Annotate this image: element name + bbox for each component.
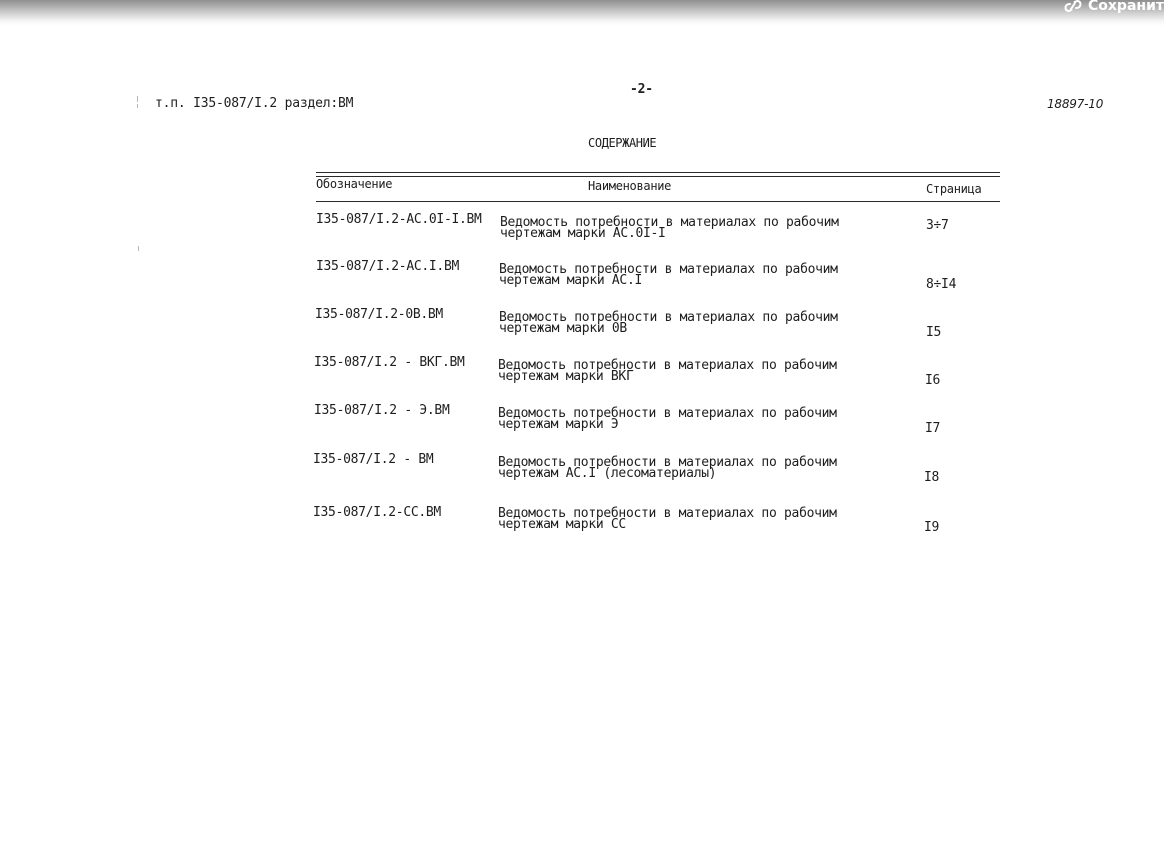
row-name bbox=[498, 360, 837, 382]
viewer-top-bar bbox=[0, 0, 1164, 26]
row-code: I35-087/I.2-АС.I.ВМ bbox=[316, 259, 460, 274]
row-name-line: чертежам марки Э bbox=[498, 417, 619, 432]
row-name bbox=[498, 457, 837, 479]
scan-speck bbox=[137, 104, 138, 108]
row-name bbox=[498, 408, 837, 430]
row-name-line: чертежам марки ВКГ bbox=[498, 369, 634, 384]
table-header-rule bbox=[316, 201, 1000, 202]
row-page: I7 bbox=[925, 421, 941, 436]
row-name-line: Ведомость потребности в материалах по рабочим bbox=[498, 506, 837, 521]
save-button-label: Сохранит bbox=[1088, 0, 1164, 14]
row-page: I6 bbox=[925, 373, 941, 388]
row-code: I35-087/I.2-0В.ВМ bbox=[315, 307, 443, 322]
document-number: 18897-10 bbox=[1047, 97, 1104, 111]
row-name-line: Ведомость потребности в материалах по рабочим bbox=[500, 215, 839, 230]
column-header-name: Наименование bbox=[588, 179, 672, 193]
row-code: I35-087/I.2 - ВКГ.ВМ bbox=[314, 355, 465, 370]
page-number: -2- bbox=[630, 82, 653, 97]
row-code: I35-087/I.2 - ВМ bbox=[313, 452, 434, 467]
row-name-line: Ведомость потребности в материалах по рабочим bbox=[498, 406, 837, 421]
row-name-line: чертежам марки 0В bbox=[499, 321, 627, 336]
table-top-rule bbox=[316, 172, 1000, 173]
row-name-line: чертежам АС.I (лесоматериалы) bbox=[498, 466, 717, 481]
scan-speck bbox=[138, 246, 139, 251]
row-name-line: чертежам марки СС bbox=[498, 517, 626, 532]
link-icon bbox=[1063, 0, 1083, 13]
row-page: I5 bbox=[926, 325, 942, 340]
table-top-rule bbox=[316, 176, 1000, 177]
row-page: I9 bbox=[924, 520, 940, 535]
row-page: I8 bbox=[924, 470, 940, 485]
column-header-page: Страница bbox=[926, 182, 982, 196]
row-name bbox=[498, 508, 837, 530]
row-name-line: Ведомость потребности в материалах по рабочим bbox=[499, 262, 838, 277]
row-code: I35-087/I.2-АС.0I-I.ВМ bbox=[316, 212, 482, 227]
save-button[interactable] bbox=[1063, 0, 1164, 15]
row-name bbox=[499, 312, 838, 334]
row-code: I35-087/I.2 - Э.ВМ bbox=[314, 403, 450, 418]
row-code: I35-087/I.2-СС.ВМ bbox=[313, 505, 441, 520]
column-header-code: Обозначение bbox=[316, 177, 393, 191]
row-name-line: Ведомость потребности в материалах по рабочим bbox=[499, 310, 838, 325]
row-name-line: Ведомость потребности в материалах по рабочим bbox=[498, 455, 837, 470]
row-name-line: чертежам марки АС.I bbox=[499, 273, 643, 288]
row-page: 8÷I4 bbox=[926, 277, 957, 292]
row-name bbox=[500, 217, 839, 239]
row-name-line: чертежам марки АС.0I-I bbox=[500, 226, 666, 241]
row-name bbox=[499, 264, 838, 286]
contents-title: СОДЕРЖАНИЕ bbox=[588, 136, 657, 150]
document-header-label: т.п. I35-087/I.2 раздел:ВМ bbox=[155, 96, 354, 111]
row-name-line: Ведомость потребности в материалах по рабочим bbox=[498, 358, 837, 373]
scan-speck bbox=[137, 96, 138, 102]
row-page: 3÷7 bbox=[926, 218, 949, 233]
